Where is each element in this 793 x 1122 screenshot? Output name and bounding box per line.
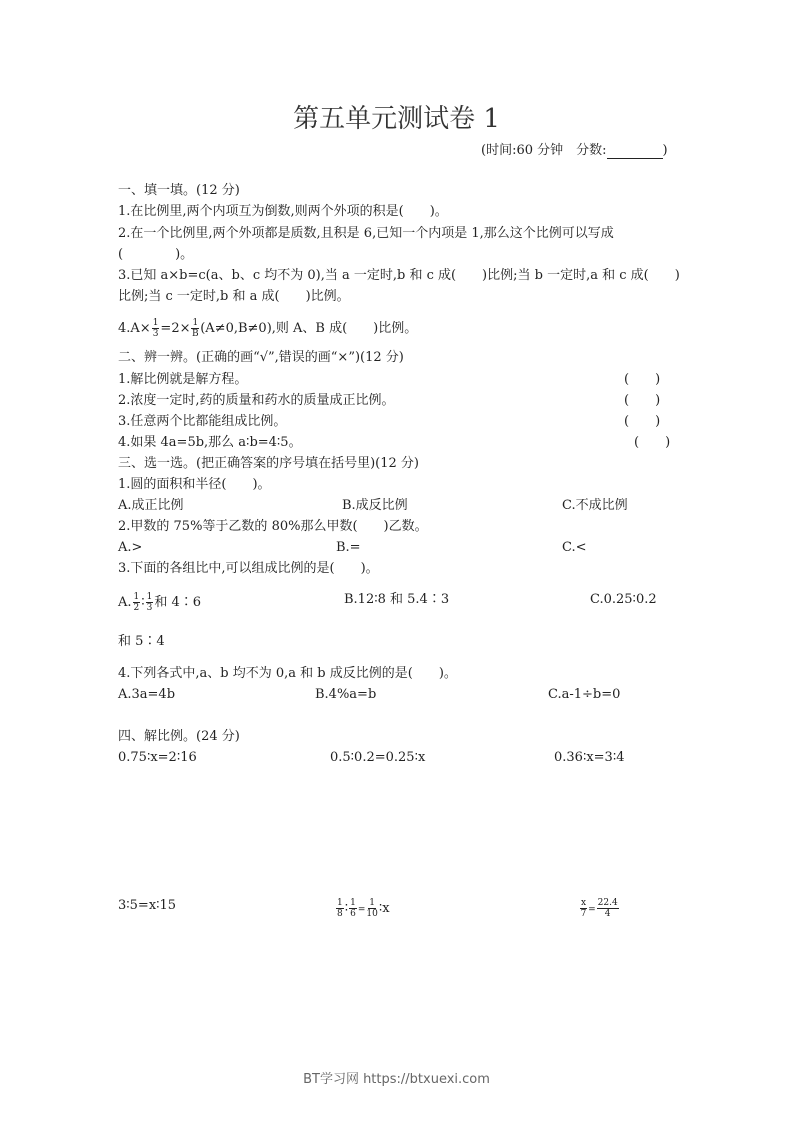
numerator: 1	[337, 898, 343, 908]
fraction	[146, 592, 154, 613]
section-3-heading: 三、选一选。(把正确答案的序号填在括号里)(12 分)	[118, 456, 419, 471]
denominator: 10	[366, 909, 378, 919]
text: A.	[118, 595, 132, 610]
equation: 3∶5=x∶15	[118, 898, 177, 913]
judge-item: 4.如果 4a=5b,那么 a∶b=4∶5。	[118, 435, 302, 450]
option-b: B.12∶8 和 5.4∶3	[344, 592, 450, 607]
page-title: 第五单元测试卷 1	[293, 104, 500, 134]
denominator: 2	[133, 603, 140, 613]
option-c: C.不成比例	[562, 498, 628, 513]
answer-paren: ( )	[624, 372, 661, 387]
numerator: 1	[133, 592, 140, 602]
time-score-line	[481, 143, 668, 159]
text: ∶	[141, 595, 145, 610]
denominator: 4	[604, 909, 611, 919]
option-c-cont: 和 5∶4	[118, 634, 165, 649]
text: =	[357, 905, 366, 915]
option-a: A.成正比例	[118, 498, 184, 513]
question	[118, 318, 417, 339]
close-paren: )	[662, 143, 668, 158]
denominator: 8	[337, 909, 343, 919]
fraction	[336, 898, 344, 919]
fraction	[191, 318, 199, 339]
denominator: 7	[580, 909, 587, 919]
question: 1.圆的面积和半径( )。	[118, 477, 271, 492]
text: =	[588, 905, 596, 915]
denominator: 3	[146, 603, 153, 613]
question: 2.甲数的 75%等于乙数的 80%那么甲数( )乙数。	[118, 519, 428, 534]
denominator: 3	[152, 329, 159, 339]
denominator: 6	[350, 909, 356, 919]
equation: 0.75∶x=2∶16	[118, 750, 197, 765]
answer-paren: ( )	[624, 414, 661, 429]
judge-item: 2.浓度一定时,药的质量和药水的质量成正比例。	[118, 393, 395, 408]
question: 4.下列各式中,a、b 均不为 0,a 和 b 成反比例的是( )。	[118, 666, 457, 681]
numerator: x	[581, 898, 587, 908]
question-cont: ( )。	[118, 247, 194, 262]
numerator: 1	[192, 318, 199, 328]
footer-watermark: BT学习网 https://btxuexi.com	[303, 1072, 490, 1087]
text: 4.A×	[118, 321, 151, 336]
answer-paren: ( )	[624, 393, 661, 408]
answer-paren: ( )	[634, 435, 671, 450]
option-b: B.成反比例	[342, 498, 408, 513]
numerator: 1	[369, 898, 375, 908]
text: =2×	[160, 321, 191, 336]
section-1-heading: 一、填一填。(12 分)	[118, 183, 240, 198]
fraction	[597, 898, 619, 919]
text: ∶	[344, 901, 349, 916]
judge-item: 3.任意两个比都能组成比例。	[118, 414, 287, 429]
numerator: 22.4	[597, 898, 618, 908]
fraction	[349, 898, 357, 919]
question: 3.已知 a×b=c(a、b、c 均不为 0),当 a 一定时,b 和 c 成( )比例;当 b 一定时,a 和 c 成( )	[118, 268, 680, 283]
question: 1.在比例里,两个内项互为倒数,则两个外项的积是( )。	[118, 204, 448, 219]
option-b: B.=	[336, 540, 361, 555]
section-4-heading: 四、解比例。(24 分)	[118, 729, 240, 744]
score-blank	[607, 146, 663, 159]
option-a: A.>	[118, 540, 143, 555]
numerator: 1	[350, 898, 356, 908]
option-a: A.3a=4b	[118, 687, 176, 702]
option-b: B.4%a=b	[315, 687, 377, 702]
fraction	[152, 318, 160, 339]
equation: 0.5∶0.2=0.25∶x	[330, 750, 426, 765]
question: 3.下面的各组比中,可以组成比例的是( )。	[118, 561, 379, 576]
equation: 0.36∶x=3∶4	[554, 750, 625, 765]
option-a	[118, 592, 201, 613]
fraction	[580, 898, 587, 919]
text: 和 4∶6	[154, 595, 202, 610]
option-c: C.0.25∶0.2	[590, 592, 657, 607]
question: 2.在一个比例里,两个外项都是质数,且积是 6,已知一个内项是 1,那么这个比例可以写成	[118, 226, 614, 241]
denominator: B	[192, 329, 199, 339]
numerator: 1	[152, 318, 159, 328]
question-cont: 比例;当 c 一定时,b 和 a 成( )比例。	[118, 289, 350, 304]
text: (A≠0,B≠0),则 A、B 成( )比例。	[200, 321, 418, 336]
judge-item: 1.解比例就是解方程。	[118, 372, 248, 387]
option-c: C.<	[562, 540, 587, 555]
equation	[579, 898, 620, 919]
fraction	[366, 898, 377, 919]
fraction	[133, 592, 141, 613]
time-label: (时间:60 分钟 分数:	[481, 143, 607, 158]
text: ∶x	[378, 901, 390, 916]
option-c: C.a-1÷b=0	[548, 687, 621, 702]
section-2-heading: 二、辨一辨。(正确的画“√”,错误的画“×”)(12 分)	[118, 350, 404, 365]
equation	[335, 898, 390, 919]
numerator: 1	[146, 592, 153, 602]
